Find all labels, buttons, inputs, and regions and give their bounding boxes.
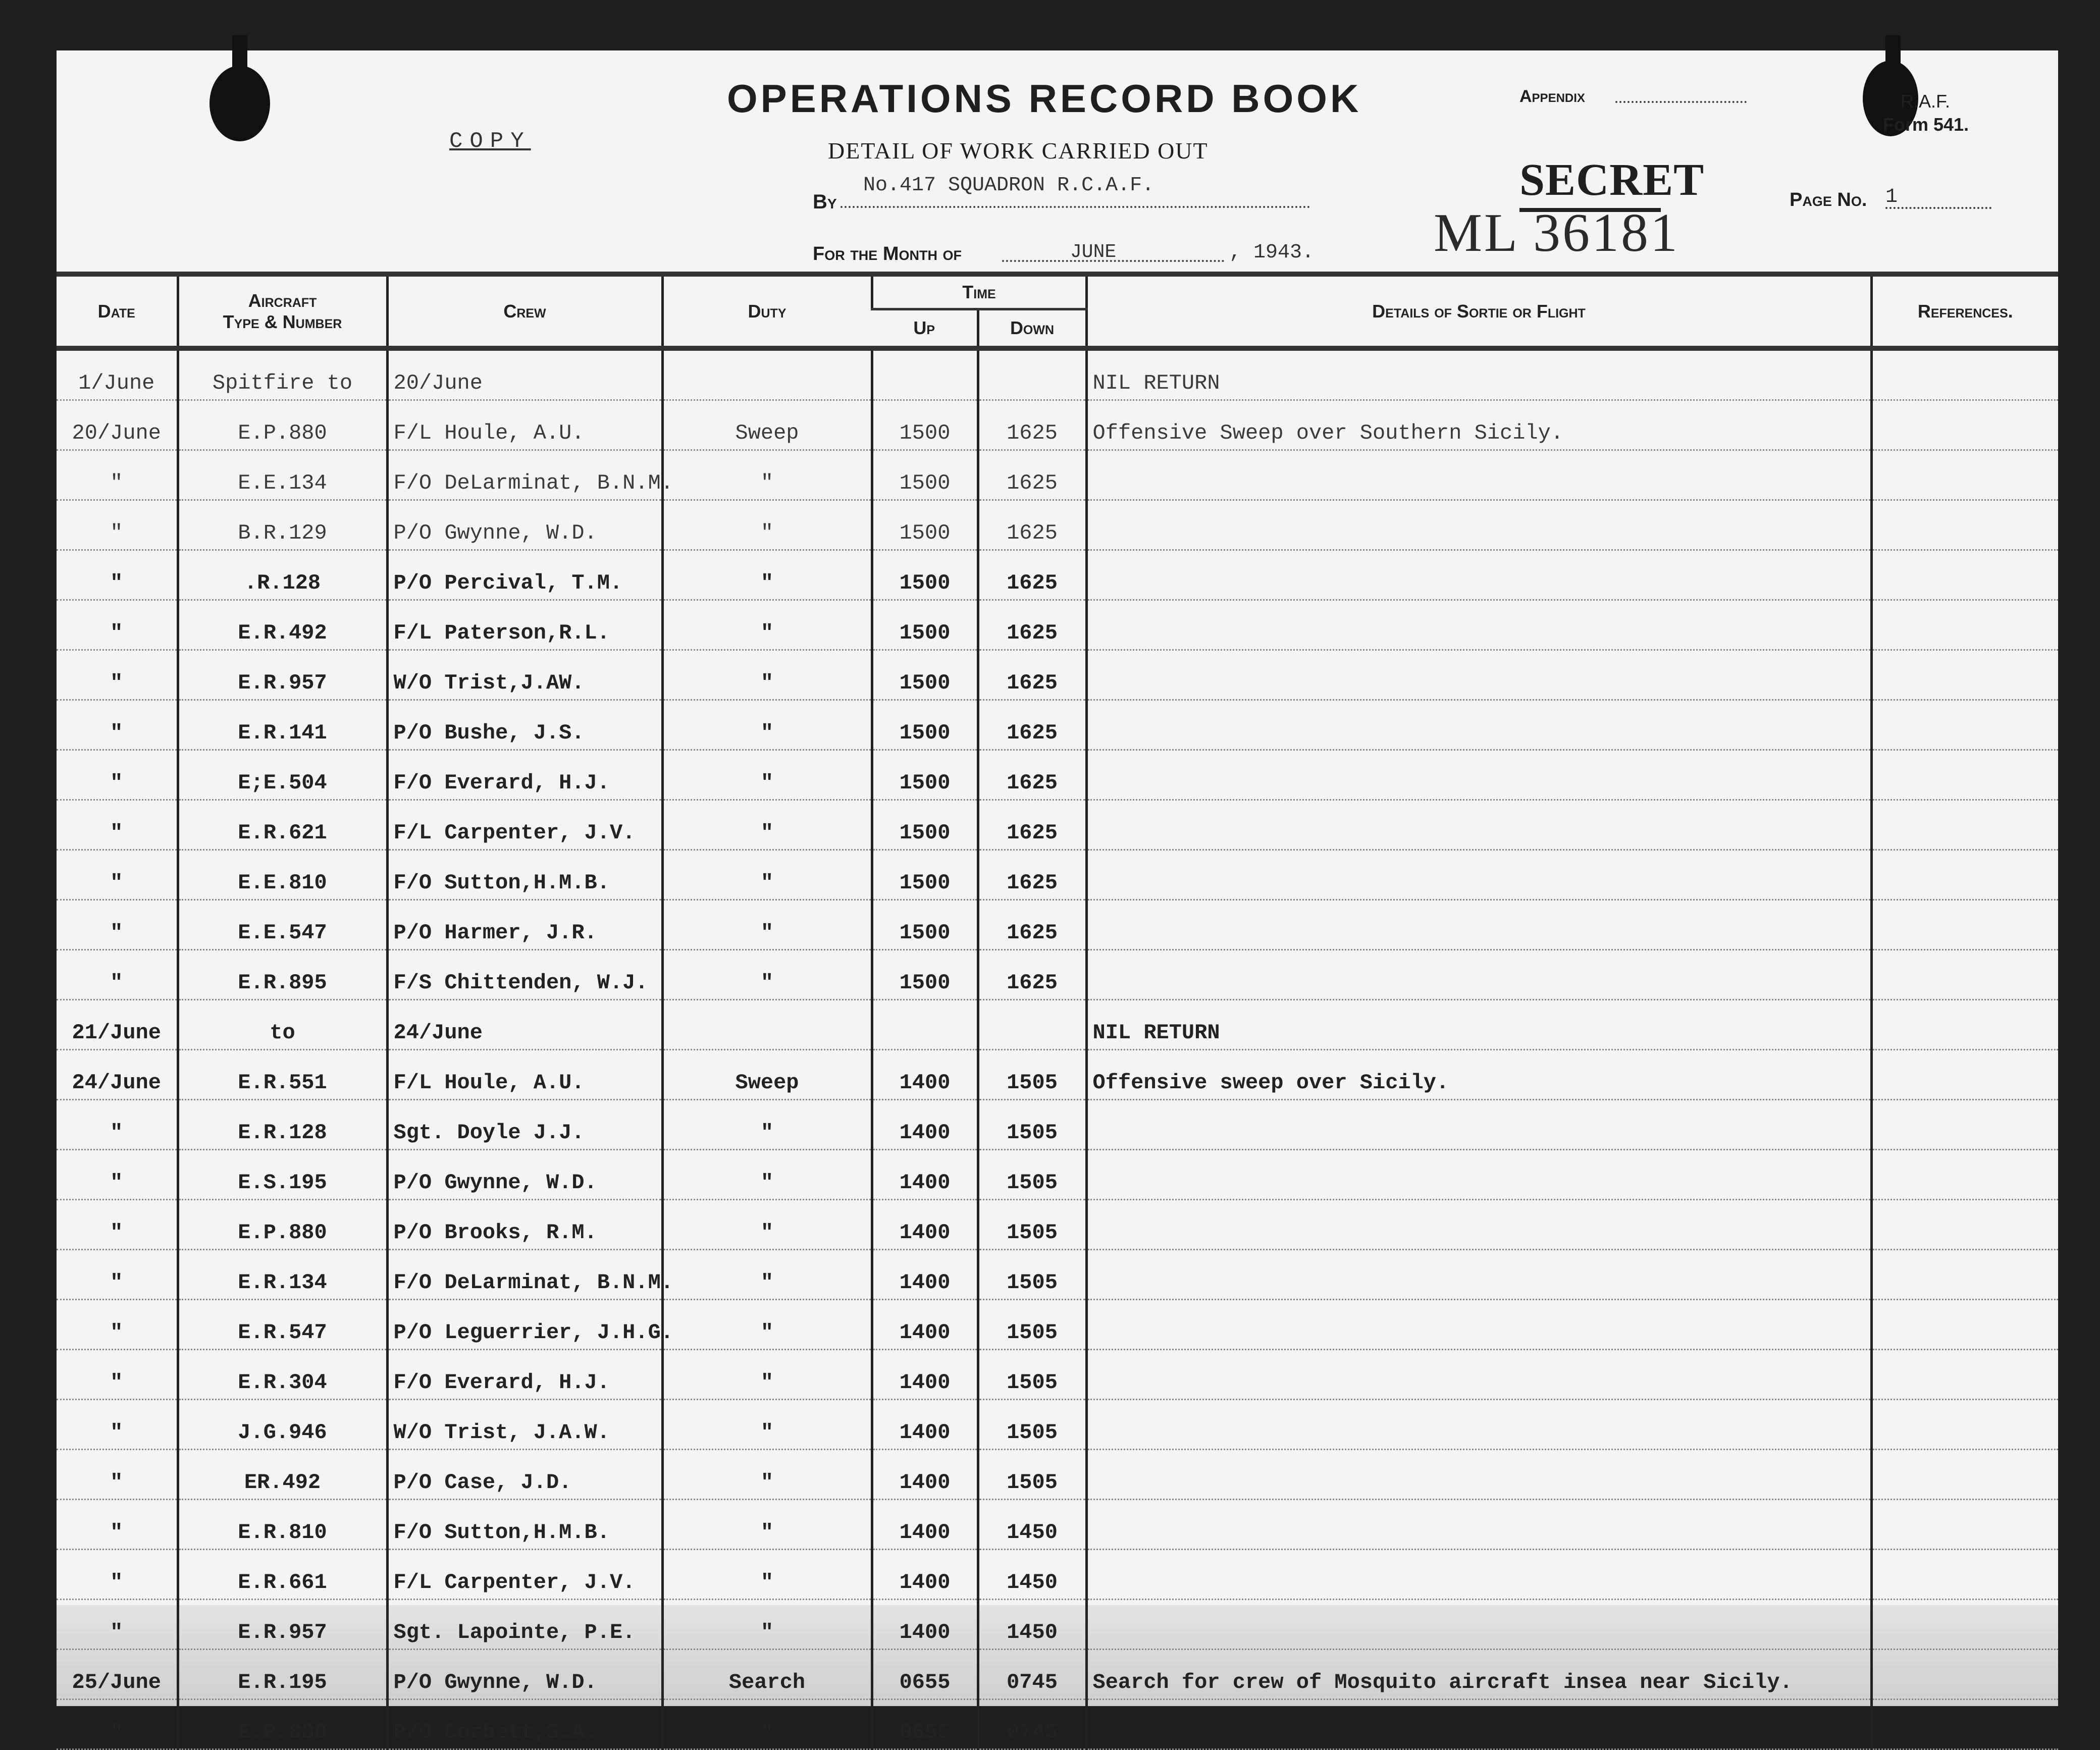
table-row [57,550,2058,600]
col-header-crew: Crew [387,274,662,348]
cell-crew: F/O Sutton,H.M.B. [387,1500,662,1550]
cell-references [1871,1300,2058,1350]
cell-time-down: 1625 [978,550,1086,600]
cell-details [1086,850,1871,900]
table-row [57,1050,2058,1100]
cell-date: " [57,1350,178,1400]
cell-aircraft: E.R.957 [178,1600,387,1650]
cell-details [1086,1200,1871,1250]
cell-duty: " [662,1250,872,1300]
cell-references [1871,700,2058,750]
cell-details [1086,1550,1871,1600]
cell-aircraft: E.E.547 [178,900,387,950]
cell-time-down: 1625 [978,850,1086,900]
cell-duty: " [662,1200,872,1250]
cell-references [1871,1700,2058,1749]
cell-date: " [57,1400,178,1450]
cell-details: Offensive Sweep over Southern Sicily. [1086,400,1871,450]
col-header-down: Down [978,309,1086,349]
cell-time-down: 1625 [978,950,1086,1000]
cell-aircraft: E.P.880 [178,400,387,450]
cell-crew: F/L Houle, A.U. [387,400,662,450]
cell-references [1871,750,2058,800]
cell-time-down: 1625 [978,600,1086,650]
cell-date: " [57,1100,178,1150]
cell-date: " [57,550,178,600]
cell-date: " [57,1700,178,1749]
cell-details [1086,600,1871,650]
cell-crew: P/O Case, J.D. [387,1450,662,1500]
cell-time-down: 0745 [978,1700,1086,1749]
cell-time-down: 1625 [978,400,1086,450]
cell-references [1871,850,2058,900]
table-row [57,950,2058,1000]
table-row [57,1350,2058,1400]
cell-time-down [978,348,1086,400]
cell-details: NIL RETURN [1086,348,1871,400]
cell-crew: F/L Carpenter, J.V. [387,800,662,850]
cell-time-up: 1400 [872,1150,978,1200]
cell-time-up: 1500 [872,550,978,600]
raf-label: R.A.F. [1901,91,1951,112]
cell-references [1871,900,2058,950]
cell-crew: P/O Gwynne, W.D. [387,1150,662,1200]
cell-date: 25/June [57,1650,178,1700]
cell-details [1086,1700,1871,1749]
cell-references [1871,800,2058,850]
table-row [57,600,2058,650]
cell-time-up: 1500 [872,650,978,700]
cell-time-up: 1500 [872,800,978,850]
cell-aircraft: E.R.621 [178,800,387,850]
cell-time-up: 1400 [872,1050,978,1100]
cell-date: " [57,1300,178,1350]
document-subtitle: DETAIL OF WORK CARRIED OUT [828,138,1209,164]
table-row [57,1000,2058,1050]
cell-time-up: 1400 [872,1500,978,1550]
table-row [57,800,2058,850]
page-field-line [1885,207,1991,209]
cell-aircraft: E.R.547 [178,1300,387,1350]
cell-time-up: 1400 [872,1450,978,1500]
cell-date: " [57,700,178,750]
cell-time-up: 1400 [872,1200,978,1250]
col-header-up: Up [872,309,978,349]
cell-duty: " [662,1350,872,1400]
cell-aircraft: E.E.810 [178,850,387,900]
cell-aircraft: E.R.128 [178,1100,387,1150]
cell-details [1086,700,1871,750]
cell-details [1086,1300,1871,1350]
cell-date: 24/June [57,1050,178,1100]
cell-date: " [57,900,178,950]
cell-details [1086,950,1871,1000]
cell-time-down: 0745 [978,1650,1086,1700]
form-number: Form 541. [1883,114,1969,135]
cell-crew: P/O Leguerrier, J.H.G. [387,1300,662,1350]
cell-crew: P/O Percival, T.M. [387,550,662,600]
cell-duty: Sweep [662,1050,872,1100]
cell-crew: 20/June [387,348,662,400]
cell-duty: " [662,1500,872,1550]
cell-references [1871,400,2058,450]
page-label: Page No. [1790,189,1867,210]
cell-details [1086,450,1871,500]
month-value: JUNE [1070,241,1117,263]
cell-crew: P/O Gwynne, W.D. [387,500,662,550]
cell-date: 20/June [57,400,178,450]
cell-details [1086,1150,1871,1200]
cell-details [1086,650,1871,700]
cell-time-down: 1505 [978,1450,1086,1500]
cell-aircraft: ER.492 [178,1450,387,1500]
cell-duty [662,1000,872,1050]
cell-time-down: 1450 [978,1600,1086,1650]
cell-crew: F/L Carpenter, J.V. [387,1550,662,1600]
cell-date: " [57,1150,178,1200]
cell-time-down: 1505 [978,1300,1086,1350]
cell-duty: " [662,800,872,850]
table-row [57,750,2058,800]
col-header-aircraft-line1: Aircraft [248,290,317,311]
cell-time-up [872,1000,978,1050]
cell-crew: F/O Everard, H.J. [387,1350,662,1400]
cell-details [1086,750,1871,800]
cell-date: " [57,800,178,850]
copy-stamp: COPY [449,129,531,154]
cell-duty [662,348,872,400]
cell-aircraft: E.R.195 [178,1650,387,1700]
cell-time-up: 1400 [872,1400,978,1450]
cell-time-down: 1625 [978,750,1086,800]
cell-duty: " [662,750,872,800]
cell-crew: F/O DeLarminat, B.N.M. [387,1250,662,1300]
cell-date: " [57,750,178,800]
month-label: For the Month of [813,243,962,264]
cell-details [1086,900,1871,950]
cell-duty: " [662,500,872,550]
appendix-label: Appendix [1519,87,1585,106]
cell-details: Search for crew of Mosquito aircraft insea near Sicily. [1086,1650,1871,1700]
cell-time-down: 1625 [978,450,1086,500]
cell-details [1086,1100,1871,1150]
cell-crew: F/O Everard, H.J. [387,750,662,800]
cell-details [1086,1600,1871,1650]
cell-date: 1/June [57,348,178,400]
cell-time-down: 1505 [978,1150,1086,1200]
cell-references [1871,348,2058,400]
cell-crew: Sgt. Lapointe, P.E. [387,1600,662,1650]
cell-aircraft: E.R.141 [178,700,387,750]
cell-time-down: 1505 [978,1250,1086,1300]
table-row [57,900,2058,950]
table-row [57,1550,2058,1600]
table-body [57,348,2058,1749]
cell-time-down: 1505 [978,1100,1086,1150]
cell-aircraft: E.R.895 [178,950,387,1000]
table-row [57,348,2058,400]
classification-stamp: SECRET [1519,155,1705,205]
col-header-aircraft [178,274,387,348]
cell-aircraft: .R.128 [178,550,387,600]
cell-date: " [57,600,178,650]
cell-aircraft: E.E.134 [178,450,387,500]
cell-time-up: 1400 [872,1350,978,1400]
cell-time-down: 1625 [978,700,1086,750]
table-row [57,1600,2058,1650]
cell-aircraft: E.P.880 [178,1700,387,1749]
page-number: 1 [1885,186,1898,208]
cell-aircraft: E.R.134 [178,1250,387,1300]
cell-crew: F/L Houle, A.U. [387,1050,662,1100]
col-header-details: Details of Sortie or Flight [1086,274,1871,348]
cell-aircraft: E.P.880 [178,1200,387,1250]
cell-references [1871,500,2058,550]
table-row [57,400,2058,450]
cell-time-up: 1500 [872,500,978,550]
cell-time-up [872,348,978,400]
cell-date: " [57,1600,178,1650]
cell-duty: " [662,1450,872,1500]
cell-aircraft: Spitfire to [178,348,387,400]
cell-duty: " [662,1600,872,1650]
cell-crew: 24/June [387,1000,662,1050]
cell-details [1086,1400,1871,1450]
cell-references [1871,1350,2058,1400]
squadron-value: No.417 SQUADRON R.C.A.F. [863,174,1154,197]
cell-date: " [57,650,178,700]
cell-duty: " [662,550,872,600]
col-header-aircraft-line2: Type & Number [223,311,342,332]
cell-crew: P/O Harmer, J.R. [387,900,662,950]
cell-time-down [978,1000,1086,1050]
cell-aircraft: E;E.504 [178,750,387,800]
col-header-duty: Duty [662,274,872,348]
cell-time-down: 1505 [978,1400,1086,1450]
cell-date: " [57,950,178,1000]
cell-details: Offensive sweep over Sicily. [1086,1050,1871,1100]
cell-time-down: 1505 [978,1350,1086,1400]
cell-time-up: 1500 [872,750,978,800]
cell-time-up: 1400 [872,1600,978,1650]
cell-time-down: 1625 [978,500,1086,550]
table-row [57,1250,2058,1300]
cell-duty: " [662,650,872,700]
cell-time-up: 1500 [872,850,978,900]
cell-date: " [57,1450,178,1500]
table-row [57,700,2058,750]
cell-aircraft: E.R.810 [178,1500,387,1550]
cell-aircraft: E.R.551 [178,1050,387,1100]
cell-date: 21/June [57,1000,178,1050]
cell-time-down: 1450 [978,1500,1086,1550]
cell-references [1871,950,2058,1000]
cell-time-up: 0655 [872,1700,978,1749]
table-row [57,500,2058,550]
cell-duty: " [662,450,872,500]
col-header-time: Time [872,274,1086,309]
cell-duty: " [662,600,872,650]
cell-references [1871,1150,2058,1200]
cell-aircraft: B.R.129 [178,500,387,550]
cell-date: " [57,1550,178,1600]
cell-time-down: 1625 [978,800,1086,850]
cell-references [1871,600,2058,650]
cell-time-up: 1500 [872,700,978,750]
cell-aircraft: E.R.957 [178,650,387,700]
year-value: , 1943. [1229,241,1315,264]
punch-hole-left [209,66,270,141]
cell-crew: F/L Paterson,R.L. [387,600,662,650]
cell-references [1871,1000,2058,1050]
cell-duty: Search [662,1650,872,1700]
table-row [57,1700,2058,1749]
cell-crew: W/O Trist,J.AW. [387,650,662,700]
table-row [57,450,2058,500]
cell-aircraft: E.R.304 [178,1350,387,1400]
operations-table [57,272,2058,1750]
by-field-line [841,206,1310,208]
cell-time-up: 1500 [872,950,978,1000]
cell-references [1871,1400,2058,1450]
cell-aircraft: E.S.195 [178,1150,387,1200]
table-row [57,1150,2058,1200]
cell-references [1871,1100,2058,1150]
cell-details: NIL RETURN [1086,1000,1871,1050]
reference-number-stamp: ML 36181 [1434,203,1679,263]
cell-duty: " [662,1700,872,1749]
cell-references [1871,650,2058,700]
cell-crew: P/O Corbett,S.A. [387,1700,662,1749]
cell-time-down: 1625 [978,900,1086,950]
cell-references [1871,1600,2058,1650]
cell-date: " [57,850,178,900]
cell-time-up: 1400 [872,1250,978,1300]
cell-details [1086,500,1871,550]
cell-aircraft: E.R.661 [178,1550,387,1600]
cell-time-up: 1400 [872,1550,978,1600]
cell-time-down: 1505 [978,1050,1086,1100]
cell-duty: Sweep [662,400,872,450]
table-row [57,1300,2058,1350]
cell-duty: " [662,1400,872,1450]
appendix-field-line [1615,101,1747,103]
table-row [57,850,2058,900]
cell-time-up: 1400 [872,1300,978,1350]
cell-references [1871,1250,2058,1300]
cell-time-up: 1500 [872,450,978,500]
cell-duty: " [662,1150,872,1200]
cell-duty: " [662,950,872,1000]
cell-time-up: 0655 [872,1650,978,1700]
cell-date: " [57,1250,178,1300]
cell-references [1871,1450,2058,1500]
cell-crew: P/O Bushe, J.S. [387,700,662,750]
cell-details [1086,1250,1871,1300]
cell-references [1871,1650,2058,1700]
col-header-references: References. [1871,274,2058,348]
cell-references [1871,1200,2058,1250]
cell-duty: " [662,1300,872,1350]
cell-crew: P/O Gwynne, W.D. [387,1650,662,1700]
cell-references [1871,1050,2058,1100]
table-row [57,1650,2058,1700]
document-title: OPERATIONS RECORD BOOK [727,76,1362,121]
cell-time-down: 1505 [978,1200,1086,1250]
table-row [57,1400,2058,1450]
cell-date: " [57,500,178,550]
cell-details [1086,550,1871,600]
cell-references [1871,550,2058,600]
cell-crew: F/O DeLarminat, B.N.M. [387,450,662,500]
cell-aircraft: J.G.946 [178,1400,387,1450]
cell-time-up: 1500 [872,400,978,450]
cell-aircraft: to [178,1000,387,1050]
cell-duty: " [662,700,872,750]
by-label: By [813,191,837,213]
cell-time-down: 1625 [978,650,1086,700]
cell-references [1871,1550,2058,1600]
cell-time-down: 1450 [978,1550,1086,1600]
cell-duty: " [662,900,872,950]
cell-crew: Sgt. Doyle J.J. [387,1100,662,1150]
cell-details [1086,1450,1871,1500]
cell-duty: " [662,1100,872,1150]
cell-date: " [57,450,178,500]
cell-aircraft: E.R.492 [178,600,387,650]
cell-crew: W/O Trist, J.A.W. [387,1400,662,1450]
cell-time-up: 1500 [872,600,978,650]
table-row [57,1450,2058,1500]
cell-duty: " [662,850,872,900]
col-header-date: Date [57,274,178,348]
cell-date: " [57,1200,178,1250]
cell-references [1871,1500,2058,1550]
table-row [57,1100,2058,1150]
cell-crew: F/S Chittenden, W.J. [387,950,662,1000]
cell-duty: " [662,1550,872,1600]
cell-time-up: 1400 [872,1100,978,1150]
cell-details [1086,800,1871,850]
cell-references [1871,450,2058,500]
cell-date: " [57,1500,178,1550]
cell-details [1086,1350,1871,1400]
cell-crew: P/O Brooks, R.M. [387,1200,662,1250]
cell-time-up: 1500 [872,900,978,950]
cell-crew: F/O Sutton,H.M.B. [387,850,662,900]
table-row [57,1200,2058,1250]
table-row [57,1500,2058,1550]
cell-details [1086,1500,1871,1550]
table-row [57,650,2058,700]
